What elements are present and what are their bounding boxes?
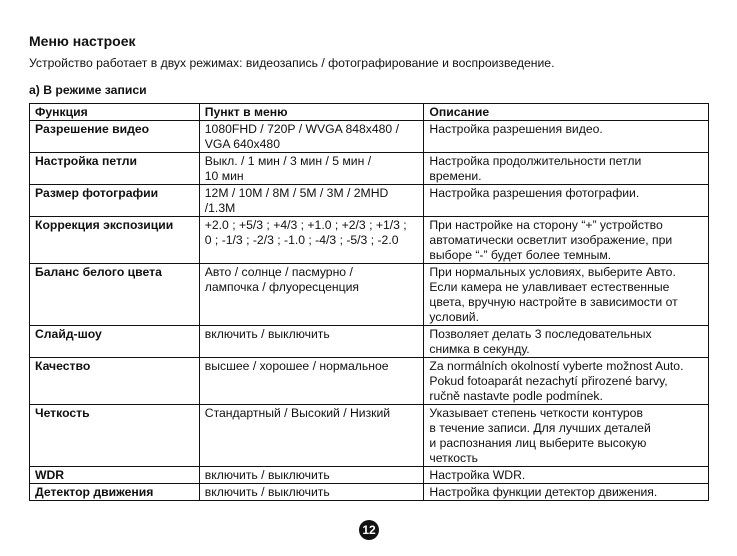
description-cell: При настройке на сторону “+” устройство автоматически осветлит изображение, при выборе “-” будет более темным.: [429, 218, 673, 262]
function-cell: Размер фотографии: [35, 186, 159, 200]
function-cell: Качество: [35, 359, 91, 373]
page-title: Меню настроек: [29, 33, 136, 49]
option-cell: Авто / солнце / пасмурно / лампочка / флуоресценция: [204, 265, 360, 294]
description-cell: Настройка WDR.: [429, 468, 526, 482]
description-cell: Настройка функции детектор движения.: [429, 485, 658, 499]
table-row: [30, 326, 709, 358]
option-cell: 12M / 10M / 8M / 5M / 3M / 2MHD /1.3M: [204, 186, 389, 215]
description-cell: Za normálních okolností vyberte možnost Auto. Pokud fotoaparát nezachytí přirozené barvy, ručně nastavte podle podmínek.: [429, 359, 684, 403]
description-cell: Настройка продолжительности петли времени.: [429, 154, 642, 183]
page-number: 12: [359, 520, 379, 540]
function-cell: Баланс белого цвета: [35, 265, 162, 279]
header-menu-item: Пункт в меню: [199, 104, 424, 121]
table-row: [30, 264, 709, 326]
option-cell: включить / выключить: [204, 468, 330, 482]
option-cell: включить / выключить: [204, 327, 330, 341]
table-header-row: [30, 104, 709, 121]
function-cell: Разрешение видео: [35, 122, 150, 136]
description-cell: При нормальных условиях, выберите Авто. Если камера не улавливает естественные цвета, вручную настройте в зависимости от условий.: [429, 265, 678, 324]
option-cell: +2.0 ; +5/3 ; +4/3 ; +1.0 ; +2/3 ; +1/3 ; 0 ; -1/3 ; -2/3 ; -1.0 ; -4/3 ; -5/3 ; -2.0: [204, 218, 407, 247]
option-cell: включить / выключить: [204, 485, 330, 499]
table-row: [30, 358, 709, 405]
table-row: [30, 217, 709, 264]
table-row: [30, 153, 709, 185]
table-row: [30, 121, 709, 153]
function-cell: WDR: [35, 468, 65, 482]
header-description: Описание: [424, 104, 709, 121]
description-cell: Настройка разрешения видео.: [429, 122, 603, 136]
settings-table: [29, 103, 709, 501]
function-cell: Настройка петли: [35, 154, 137, 168]
description-cell: Настройка разрешения фотографии.: [429, 186, 640, 200]
option-cell: высшее / хорошее / нормальное: [204, 359, 389, 373]
section-subheading: а) В режиме записи: [29, 83, 147, 97]
option-cell: 1080FHD / 720P / WVGA 848x480 / VGA 640x480: [204, 122, 399, 151]
option-cell: Выкл. / 1 мин / 3 мин / 5 мин / 10 мин: [204, 154, 372, 183]
function-cell: Коррекция экспозиции: [35, 218, 174, 232]
function-cell: Четкость: [35, 406, 90, 420]
description-cell: Позволяет делать 3 последовательных снимка в секунду.: [429, 327, 652, 356]
table-row: [30, 467, 709, 484]
table-row: [30, 185, 709, 217]
header-function: Функция: [30, 104, 200, 121]
function-cell: Детектор движения: [35, 485, 154, 499]
intro-text: Устройство работает в двух режимах: видеозапись / фотографирование и воспроизведение.: [29, 56, 555, 70]
function-cell: Слайд-шоу: [35, 327, 102, 341]
description-cell: Указывает степень четкости контуров в течение записи. Для лучших деталей и распознания лиц выберите высокую четкость: [429, 406, 651, 465]
table-row: [30, 484, 709, 501]
option-cell: Стандартный / Высокий / Низкий: [204, 406, 391, 420]
table-row: [30, 405, 709, 467]
